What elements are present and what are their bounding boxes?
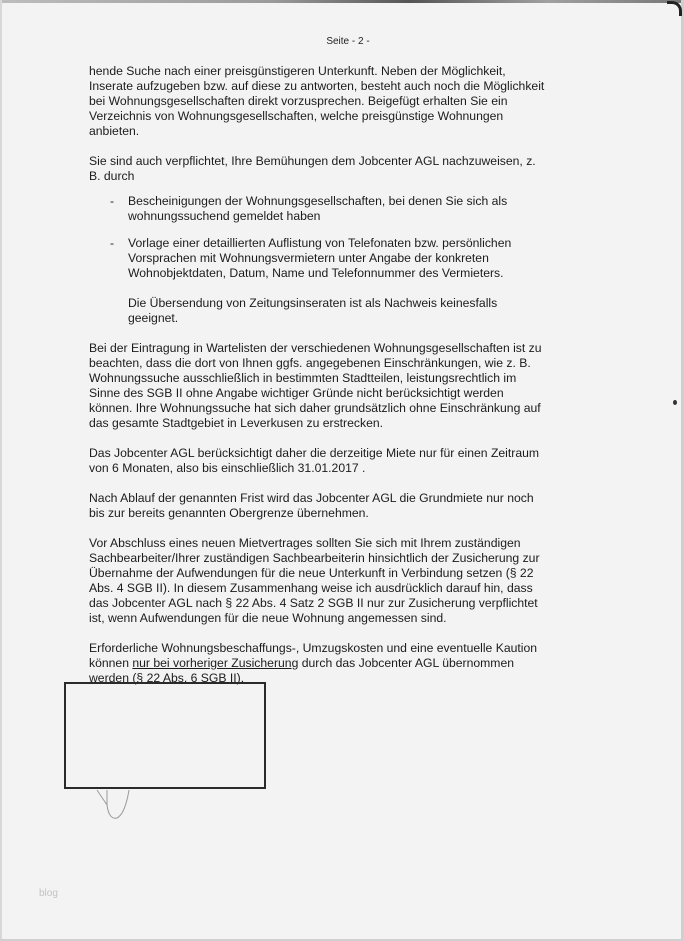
underlined-condition: nur bei vorheriger Zusicherung: [132, 656, 299, 670]
paragraph-newspaper-note: Die Übersendung von Zeitungsinseraten ist als Nachweis keinesfalls geeignet.: [128, 296, 498, 325]
list-item-text: Vorlage einer detaillierten Auflistung von Telefonaten bzw. persönlichen Vorsprachen mit Wohnungsvermietern unter Angabe der konkreten Wohnobjektdaten, Datum, Name und Telefonnummer des Vermieters.: [128, 236, 512, 280]
scan-edge-top: [0, 0, 684, 3]
moving-costs-text-start: Erforderliche Wohnungsbeschaffungs-, Umzugskosten und eine eventuelle Kaution können: [89, 641, 538, 670]
paragraph-moving-costs: [89, 641, 549, 686]
watermark: blog: [39, 888, 58, 899]
paragraph-proof-obligation: Sie sind auch verpflichtet, Ihre Bemühungen dem Jobcenter AGL nachzuweisen, z. B. durch: [89, 154, 536, 183]
dash-bullet: -: [110, 236, 115, 250]
page-number: Seite - 2 -: [326, 36, 370, 47]
page-corner-fold: [667, 1, 682, 16]
moving-costs-text-end: durch das Jobcenter AGL übernommen werden (§ 22 Abs. 6 SGB II).: [89, 656, 515, 685]
letter-body: [89, 64, 549, 701]
list-item: [89, 236, 549, 281]
scan-edge-left: [0, 0, 2, 941]
paragraph-new-lease: Vor Abschluss eines neuen Mietvertrages sollten Sie sich mit Ihrem zuständigen Sachbearbeiter/Ihrer zuständigen Sachbearbeiterin hinsichtlich der Zusicherung zur Übernahme der Aufwendungen für die neue Unterkunft in Verbindung setzen (§ 22 Abs. 4 SGB II). In diesem Zusammenhang weise ich ausdrücklich darauf hin, dass das Jobcenter AGL nach § 22 Abs. 4 Satz 2 SGB II nur zur Zusicherung verpflichtet ist, wenn Aufwendungen für die neue Wohnung angemessen sind.: [89, 536, 540, 625]
paragraph-waiting-lists: Bei der Eintragung in Wartelisten der verschiedenen Wohnungsgesellschaften ist zu beachten, dass die dort von Ihnen ggfs. angegebenen Einschränkungen, wie z. B. Wohnungssuche ausschließlich in bestimmten Stadtteilen, leistungsrechtlich im Sinne des SGB II ohne Angabe wichtiger Gründe nicht berücksichtigt werden können. Ihre Wohnungssuche hat sich daher grundsätzlich ohne Einschränkung auf das gesamte Stadtgebiet in Leverkusen zu erstrecken.: [89, 341, 542, 430]
paragraph-search-intro: hende Suche nach einer preisgünstigeren Unterkunft. Neben der Möglichkeit, Inserate aufzugeben bzw. auf diese zu antworten, besteht auch noch die Möglichkeit bei Wohnungsgesellschaften direkt vorzusprechen. Beigefügt erhalten Sie ein Verzeichnis von Wohnungsgesellschaften, welche preisgünstige Wohnungen anbieten.: [89, 64, 545, 138]
scan-speck: [673, 400, 677, 405]
redacted-signature-box: [64, 682, 266, 789]
list-item: [89, 194, 549, 224]
dash-bullet: -: [110, 194, 115, 208]
paragraph-after-deadline: Nach Ablauf der genannten Frist wird das Jobcenter AGL die Grundmiete nur noch bis zur bereits genannten Obergrenze übernehmen.: [89, 491, 534, 520]
paragraph-rent-period: Das Jobcenter AGL berücksichtigt daher die derzeitige Miete nur für einen Zeitraum von 6 Monaten, also bis einschließlich 31.01.2017 .: [89, 446, 540, 475]
signature-scribble-icon: [95, 788, 145, 823]
list-item-text: Bescheinigungen der Wohnungsgesellschaften, bei denen Sie sich als wohnungssuchend gemeldet haben: [128, 194, 508, 223]
